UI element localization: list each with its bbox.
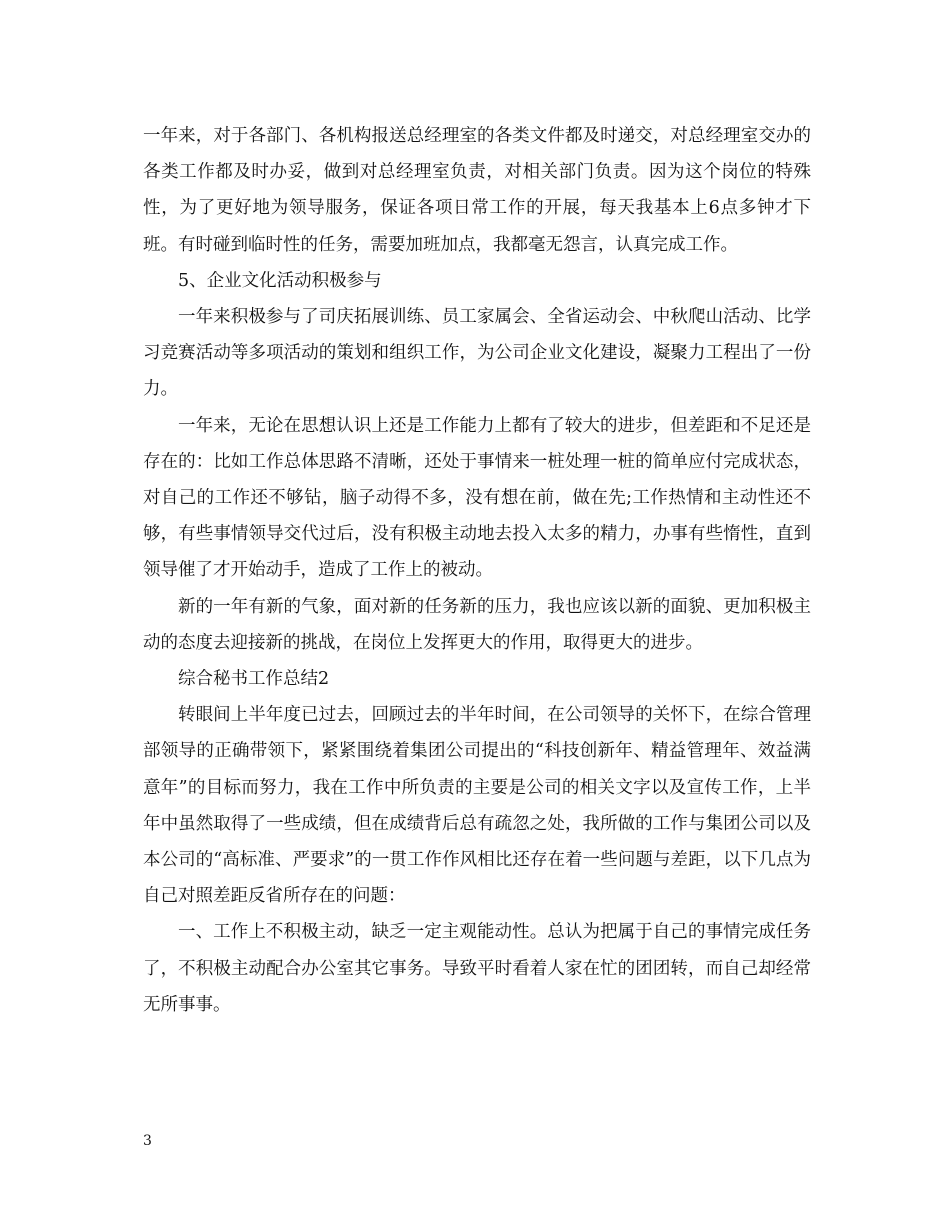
paragraph-6: 一、工作上不积极主动，缺乏一定主观能动性。总认为把属于自己的事情完成任务了，不积极主动配合办公室其它事务。导致平时看着人家在忙的团团转，而自己却经常无所事事。 bbox=[143, 922, 811, 1015]
page-number: 3 bbox=[143, 1133, 152, 1149]
paragraph-2: 一年来积极参与了司庆拓展训练、员工家属会、全省运动会、中秋爬山活动、比学习竞赛活动等多项活动的策划和组织工作，为公司企业文化建设，凝聚力工程出了一份力。 bbox=[143, 307, 811, 400]
paragraph-5: 转眼间上半年度已过去，回顾过去的半年时间，在公司领导的关怀下，在综合管理部领导的正确带领下，紧紧围绕着集团公司提出的“科技创新年、精益管理年、效益满意年”的目标而努力，我在工作中所负责的主要是公司的相关文字以及宣传工作，上半年中虽然取得了一些成绩，但在成绩背后总有疏忽之处，我所做的工作与集团公司以及本公司的“高标准、严要求”的一贯工作作风相比还存在着一些问题与差距，以下几点为自己对照差距反省所存在的问题： bbox=[143, 705, 811, 907]
paragraph-1: 一年来，对于各部门、各机构报送总经理室的各类文件都及时递交，对总经理室交办的各类工作都及时办妥，做到对总经理室负责，对相关部门负责。因为这个岗位的特殊性，为了更好地为领导服务，保证各项日常工作的开展，每天我基本上6点多钟才下班。有时碰到临时性的任务，需要加班加点，我都毫无怨言，认真完成工作。 bbox=[143, 126, 811, 255]
paragraph-4: 新的一年有新的气象，面对新的任务新的压力，我也应该以新的面貌、更加积极主动的态度去迎接新的挑战，在岗位上发挥更大的作用，取得更大的进步。 bbox=[143, 596, 811, 653]
section-heading-summary-2: 综合秘书工作总结2 bbox=[178, 669, 330, 690]
document-body bbox=[143, 118, 811, 1023]
section-heading-5: 5、企业文化活动积极参与 bbox=[178, 270, 382, 291]
paragraph-3: 一年来，无论在思想认识上还是工作能力上都有了较大的进步，但差距和不足还是存在的：比如工作总体思路不清晰，还处于事情来一桩处理一桩的简单应付完成状态，对自己的工作还不够钻，脑子动得不多，没有想在前，做在先;工作热情和主动性还不够，有些事情领导交代过后，没有积极主动地去投入太多的精力，办事有些惰性，直到领导催了才开始动手，造成了工作上的被动。 bbox=[143, 415, 811, 581]
